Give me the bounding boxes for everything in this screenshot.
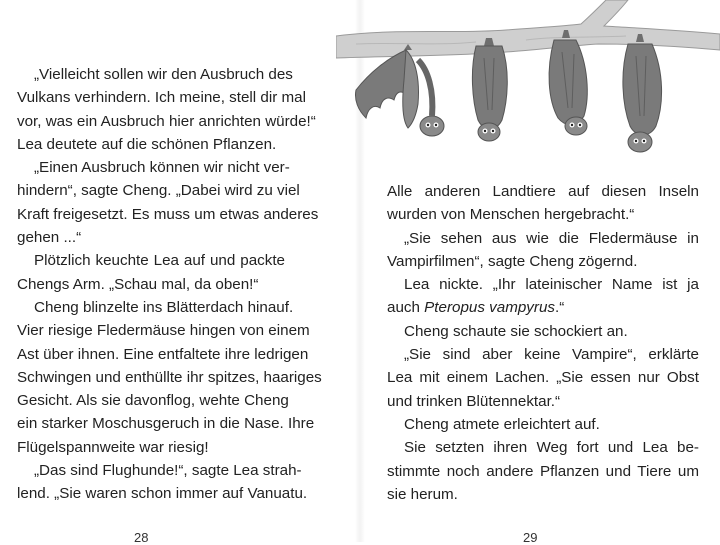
text-line: lend. „Sie waren schon immer auf Vanuatu. <box>17 485 308 503</box>
right-page-text <box>387 180 699 506</box>
text-segment: .“ <box>555 299 565 317</box>
text-line: Schwingen und enthüllte ihr spitzes, haariges <box>17 368 322 386</box>
text-line: „Sie sehen aus wie die Fledermäuse in <box>404 229 699 247</box>
text-line: Cheng schaute sie schockiert an. <box>404 322 628 340</box>
text-line: vor, was ein Ausbruch hier anrichten würde!“ <box>17 112 316 130</box>
text-line: Vulkans verhindern. Ich meine, stell dir mal <box>17 89 306 107</box>
text-line: Cheng blinzelte ins Blätterdach hinauf. <box>34 298 294 316</box>
latin-name: Pteropus vampyrus <box>424 299 555 317</box>
text-line: sie herum. <box>387 485 458 503</box>
text-line: Lea deutete auf die schönen Pflanzen. <box>17 135 277 153</box>
text-line: Alle anderen Landtiere auf diesen Inseln <box>387 183 699 200</box>
text-line: „Vielleicht sollen wir den Ausbruch des <box>34 66 293 83</box>
text-line: Vier riesige Fledermäuse hingen von einem <box>17 322 310 340</box>
text-line: Plötzlich keuchte Lea auf und packte <box>34 252 285 270</box>
text-line: Lea mit einem Lachen. „Sie essen nur Obst <box>387 369 699 387</box>
text-line: Lea nickte. „Ihr lateinischer Name ist ja <box>404 276 699 294</box>
text-line: stimmte noch andere Pflanzen und Tiere um <box>387 462 699 480</box>
text-line: hindern“, sagte Cheng. „Dabei wird zu viel <box>17 182 300 200</box>
text-line: ein starker Moschusgeruch in die Nase. Ihre <box>17 415 315 433</box>
text-segment: auch <box>387 299 425 317</box>
text-line: wurden von Menschen hergebracht.“ <box>387 206 635 224</box>
text-line: und trinken Blütennektar.“ <box>387 392 561 410</box>
text-line: Kraft freigesetzt. Es muss um etwas anderes <box>17 205 319 223</box>
text-line: Flügelspannweite war riesig! <box>17 438 209 456</box>
text-line: Cheng atmete erleichtert auf. <box>404 415 600 433</box>
page-number-left: 28 <box>134 530 149 545</box>
left-page-text <box>17 63 322 506</box>
text-line: Gesicht. Als sie davonflog, wehte Cheng <box>17 392 289 410</box>
text-line: Ast über ihnen. Eine entfaltete ihre ledrigen <box>17 345 309 363</box>
page-number-right: 29 <box>523 530 538 545</box>
text-line: „Sie sind aber keine Vampire“, erklärte <box>404 346 699 364</box>
text-line: Vampirfilmen“, sagte Cheng zögernd. <box>387 252 638 270</box>
text-line: Sie setzten ihren Weg fort und Lea be- <box>404 439 699 457</box>
text-line: Chengs Arm. „Schau mal, da oben!“ <box>17 275 259 293</box>
text-line: „Einen Ausbruch können wir nicht ver- <box>34 159 290 177</box>
text-line: gehen ...“ <box>17 229 82 247</box>
text-line: „Das sind Flughunde!“, sagte Lea strah- <box>34 462 302 480</box>
text-line <box>387 296 699 319</box>
